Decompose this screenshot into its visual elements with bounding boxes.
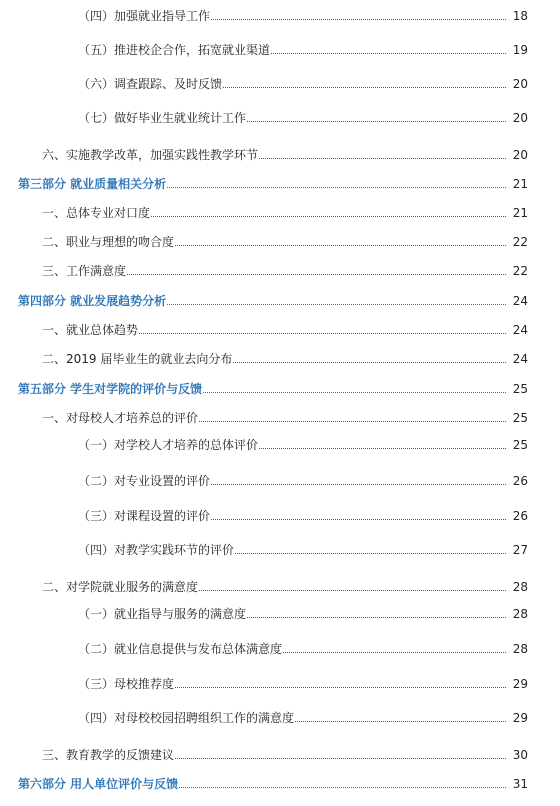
toc-entry-text: （三）对课程设置的评价 — [78, 509, 211, 523]
toc-leader — [199, 420, 506, 422]
toc-entry-text: 第六部分 用人单位评价与反馈 — [18, 777, 179, 791]
toc-leader — [199, 589, 506, 591]
toc-entry[interactable] — [0, 230, 560, 250]
toc-entry[interactable] — [0, 602, 560, 622]
toc-leader — [179, 786, 506, 788]
toc-entry[interactable] — [0, 637, 560, 657]
toc-page-number: 30 — [512, 748, 528, 762]
toc-entry[interactable] — [0, 106, 560, 126]
toc-entry-text: 一、就业总体趋势 — [42, 323, 139, 337]
toc-page-number: 24 — [512, 352, 528, 366]
toc-entry[interactable] — [0, 538, 560, 558]
toc-entry-text: （四）对母校校园招聘组织工作的满意度 — [78, 711, 295, 725]
toc-leader — [203, 391, 506, 393]
toc-leader — [151, 215, 506, 217]
toc-leader — [175, 244, 506, 246]
toc-entry[interactable] — [0, 259, 560, 279]
toc-leader — [175, 757, 506, 759]
toc-leader — [259, 447, 506, 449]
toc-entry-text: 第三部分 就业质量相关分析 — [18, 177, 167, 191]
toc-leader — [235, 552, 506, 554]
toc-leader — [139, 332, 506, 334]
toc-page-number: 31 — [512, 777, 528, 791]
toc-entry[interactable] — [0, 772, 560, 792]
toc-entry[interactable] — [0, 201, 560, 221]
toc-page-number: 28 — [512, 580, 528, 594]
toc-leader — [259, 157, 506, 159]
toc-leader — [175, 686, 506, 688]
toc-entry-text: 六、实施教学改革，加强实践性教学环节 — [42, 148, 259, 162]
toc-page-number: 20 — [512, 111, 528, 125]
toc-entry-text: （一）就业指导与服务的满意度 — [78, 607, 247, 621]
toc-page-number: 18 — [512, 9, 528, 23]
toc-leader — [167, 186, 506, 188]
toc-page-number: 20 — [512, 77, 528, 91]
toc-page-number: 22 — [512, 264, 528, 278]
toc-page-number: 25 — [512, 411, 528, 425]
toc-entry[interactable] — [0, 72, 560, 92]
toc-page-number: 27 — [512, 543, 528, 557]
toc-entry[interactable] — [0, 377, 560, 397]
toc-entry-text: 三、工作满意度 — [42, 264, 127, 278]
toc-page-number: 26 — [512, 474, 528, 488]
toc-page-number: 21 — [512, 177, 528, 191]
toc-entry-text: 一、总体专业对口度 — [42, 206, 151, 220]
toc-leader — [211, 483, 506, 485]
toc-leader — [233, 361, 506, 363]
toc-page-number: 24 — [512, 294, 528, 308]
toc-leader — [127, 273, 506, 275]
toc-entry[interactable] — [0, 172, 560, 192]
toc-leader — [283, 651, 506, 653]
toc-entry[interactable] — [0, 743, 560, 763]
toc-entry-text: 二、2019 届毕业生的就业去向分布 — [42, 352, 233, 366]
toc-entry-text: （六）调查跟踪、及时反馈 — [78, 77, 223, 91]
toc-page-number: 25 — [512, 382, 528, 396]
toc-entry[interactable] — [0, 4, 560, 24]
toc-page-number: 28 — [512, 642, 528, 656]
toc-page-number: 28 — [512, 607, 528, 621]
toc-entry[interactable] — [0, 38, 560, 58]
toc-leader — [167, 303, 506, 305]
toc-entry[interactable] — [0, 469, 560, 489]
toc-entry-text: （三）母校推荐度 — [78, 677, 175, 691]
toc-page-number: 20 — [512, 148, 528, 162]
toc-entry[interactable] — [0, 318, 560, 338]
toc-entry-text: 三、教育教学的反馈建议 — [42, 748, 175, 762]
toc-entry-text: 二、对学院就业服务的满意度 — [42, 580, 199, 594]
toc-entry[interactable] — [0, 143, 560, 163]
toc-page-number: 25 — [512, 438, 528, 452]
toc-entry-text: （一）对学校人才培养的总体评价 — [78, 438, 259, 452]
toc-entry-text: 一、对母校人才培养总的评价 — [42, 411, 199, 425]
toc-leader — [211, 18, 506, 20]
toc-entry-text: 第四部分 就业发展趋势分析 — [18, 294, 167, 308]
toc-entry-text: （七）做好毕业生就业统计工作 — [78, 111, 247, 125]
toc-entry-text: （二）就业信息提供与发布总体满意度 — [78, 642, 283, 656]
toc-page-number: 21 — [512, 206, 528, 220]
toc-entry-text: 第五部分 学生对学院的评价与反馈 — [18, 382, 203, 396]
toc-entry[interactable] — [0, 706, 560, 726]
toc-page-number: 19 — [512, 43, 528, 57]
toc-entry-text: （二）对专业设置的评价 — [78, 474, 211, 488]
toc-page-number: 24 — [512, 323, 528, 337]
toc-page-number: 29 — [512, 677, 528, 691]
toc-entry-text: （四）加强就业指导工作 — [78, 9, 211, 23]
toc-entry[interactable] — [0, 347, 560, 367]
toc-entry-text: （五）推进校企合作，拓宽就业渠道 — [78, 43, 271, 57]
toc-leader — [223, 86, 506, 88]
toc-entry[interactable] — [0, 406, 560, 426]
toc-entry-text: （四）对教学实践环节的评价 — [78, 543, 235, 557]
toc-entry[interactable] — [0, 672, 560, 692]
toc-entry-text: 二、职业与理想的吻合度 — [42, 235, 175, 249]
toc-page-number: 22 — [512, 235, 528, 249]
toc-leader — [247, 120, 506, 122]
toc-leader — [247, 616, 506, 618]
toc-leader — [211, 518, 506, 520]
toc-entry[interactable] — [0, 504, 560, 524]
toc-leader — [295, 720, 506, 722]
toc-entry[interactable] — [0, 433, 560, 453]
toc-page-number: 26 — [512, 509, 528, 523]
toc-leader — [271, 52, 506, 54]
toc-entry[interactable] — [0, 289, 560, 309]
toc-entry[interactable] — [0, 575, 560, 595]
toc-page-number: 29 — [512, 711, 528, 725]
